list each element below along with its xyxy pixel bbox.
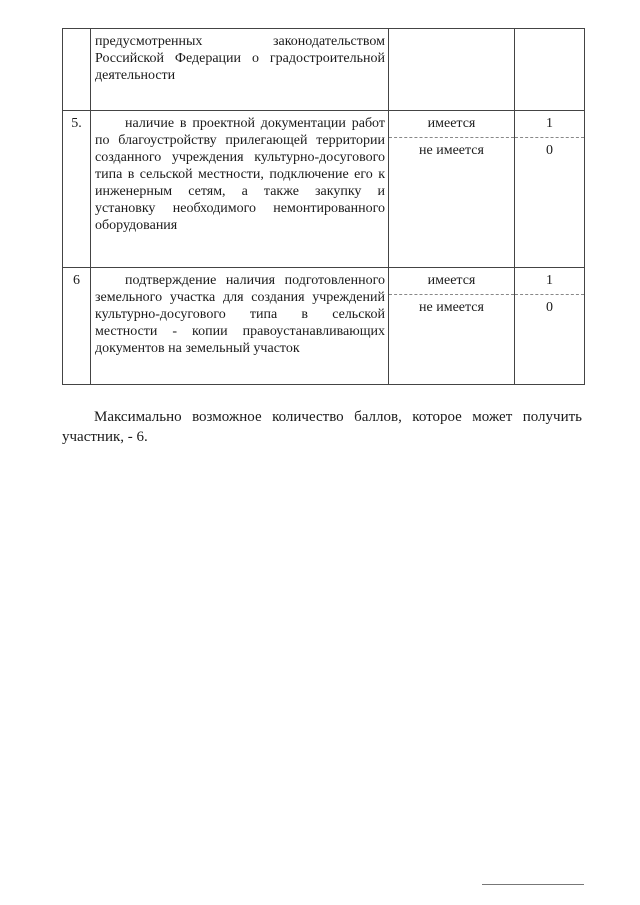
table-row	[63, 268, 585, 385]
criterion-description-text: наличие в проектной документации работ по благоустройству прилегающей территории созданного учреждения культурно-досугового типа в сельской местности, подключение его к инженерным сетям, а также закупку и установку необходимого немонтированного оборудования	[95, 116, 385, 233]
row-number: 6	[63, 268, 91, 385]
criterion-description-text: подтверждение наличия подготовленного земельного участка для создания учреждений культурно-досугового типа в сельской местности - копии правоустанавливающих документов на земельный участок	[95, 273, 385, 356]
max-score-summary: Максимально возможное количество баллов, которое может получить участник, - 6.	[62, 409, 582, 445]
row-number	[63, 29, 91, 111]
criterion-scores	[515, 111, 585, 268]
criterion-scores	[515, 29, 585, 111]
footer-divider	[482, 884, 584, 885]
criterion-description: предусмотренных законодательством Российской Федерации о градостроительной деятельности	[91, 29, 389, 111]
table-row	[63, 29, 585, 111]
criterion-description	[91, 111, 389, 268]
value-option: имеется	[389, 111, 514, 138]
value-option: не имеется	[419, 143, 484, 158]
row-number: 5.	[63, 111, 91, 268]
criterion-scores	[515, 268, 585, 385]
criterion-values	[389, 111, 515, 268]
value-option: имеется	[389, 268, 514, 295]
criteria-table	[62, 28, 585, 385]
criterion-values	[389, 29, 515, 111]
table-row	[63, 111, 585, 268]
criterion-values	[389, 268, 515, 385]
value-option: не имеется	[419, 300, 484, 315]
criterion-description	[91, 268, 389, 385]
score-value: 1	[515, 268, 584, 295]
score-value: 0	[546, 143, 553, 158]
score-value: 1	[515, 111, 584, 138]
score-value: 0	[546, 300, 553, 315]
